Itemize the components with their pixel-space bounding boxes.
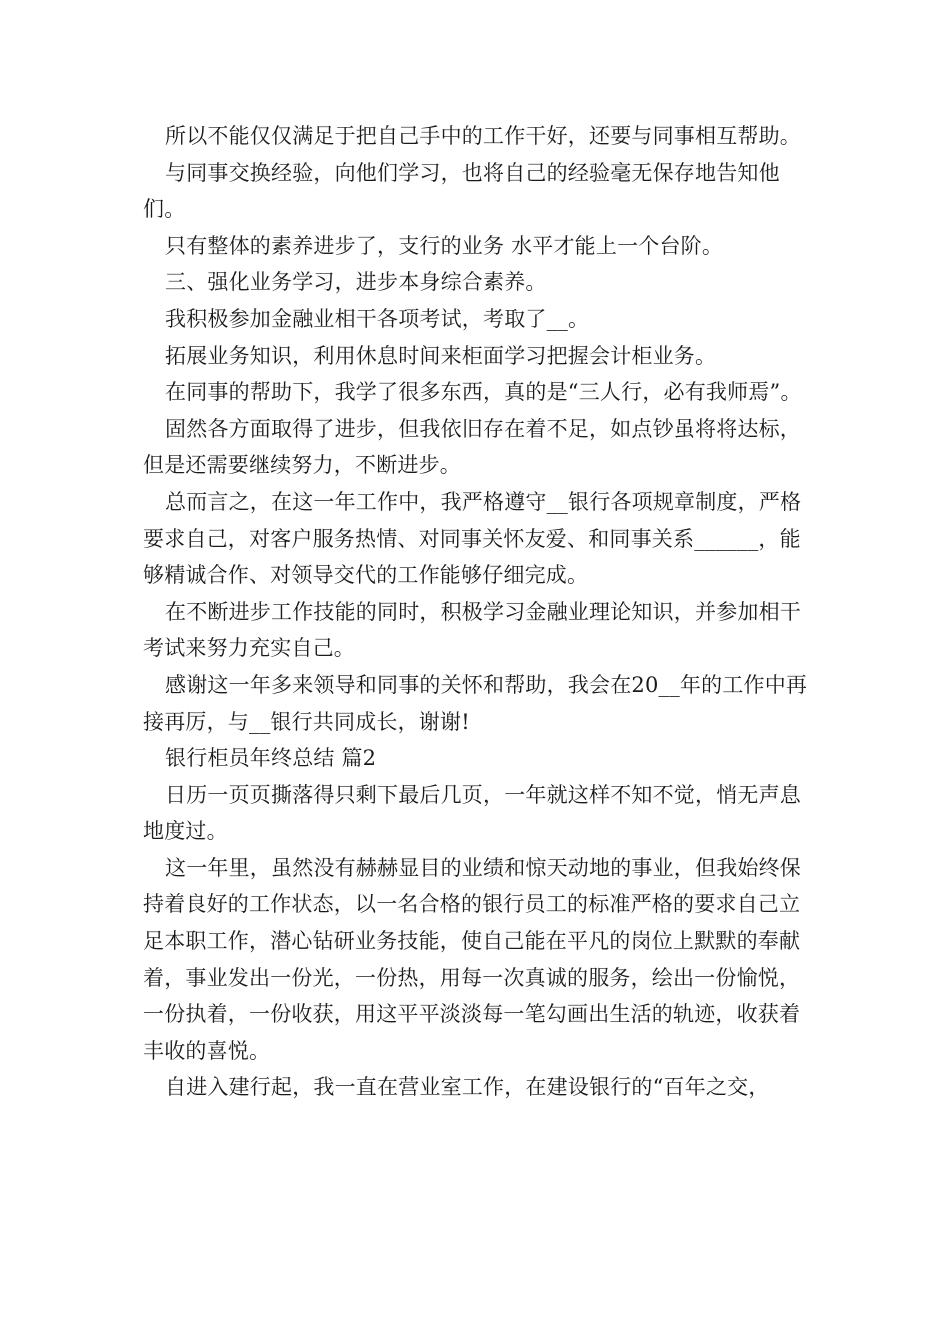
section-heading: 银行柜员年终总结 篇2 <box>165 746 377 771</box>
paragraph: 感谢这一年多来领导和同事的关怀和帮助，我会在20__年的工作中再接再厉，与__银行共同成长，谢谢! <box>143 672 808 734</box>
paragraph: 在同事的帮助下，我学了很多东西，真的是“三人行，必有我师焉”。 <box>165 380 802 405</box>
paragraph: 与同事交换经验，向他们学习，也将自己的经验毫无保存地告知他们。 <box>143 160 780 222</box>
paragraph: 总而言之，在这一年工作中，我严格遵守__银行各项规章制度，严格要求自己，对客户服务热情、对同事关怀友爱、和同事关系______，能够精诚合作、对领导交代的工作能够仔细完成。 <box>143 489 802 588</box>
paragraph: 自进入建行起，我一直在营业室工作，在建设银行的“百年之交， <box>165 1075 770 1100</box>
paragraph: 在不断进步工作技能的同时，积极学习金融业理论知识，并参加相干考试来努力充实自己。 <box>143 599 801 661</box>
paragraph: 只有整体的素养进步了，支行的业务 水平才能上一个台阶。 <box>165 233 724 258</box>
paragraph: 日历一页页撕落得只剩下最后几页，一年就这样不知不觉，悄无声息地度过。 <box>143 782 801 844</box>
paragraph: 我积极参加金融业相干各项考试，考取了__。 <box>165 306 590 331</box>
document-body <box>143 118 808 1106</box>
paragraph: 三、强化业务学习，进步本身综合素养。 <box>165 270 547 295</box>
paragraph: 所以不能仅仅满足于把自己手中的工作干好，还要与同事相互帮助。 <box>165 124 801 148</box>
paragraph: 拓展业务知识，利用休息时间来柜面学习把握会计柜业务。 <box>165 343 717 368</box>
paragraph: 这一年里，虽然没有赫赫显目的业绩和惊天动地的事业，但我始终保持着良好的工作状态，以一名合格的银行员工的标准严格的要求自己立足本职工作，潜心钻研业务技能，使自己能在平凡的岗位上默默的奉献着，事业发出一份光，一份热，用每一次真诚的服务，绘出一份愉悦，一份执着，一份收获，用这平平淡淡每一笔勾画出生活的轨迹，收获着丰收的喜悦。 <box>143 855 801 1063</box>
paragraph: 固然各方面取得了进步，但我依旧存在着不足，如点钞虽将将达标，但是还需要继续努力，不断进步。 <box>143 416 801 478</box>
